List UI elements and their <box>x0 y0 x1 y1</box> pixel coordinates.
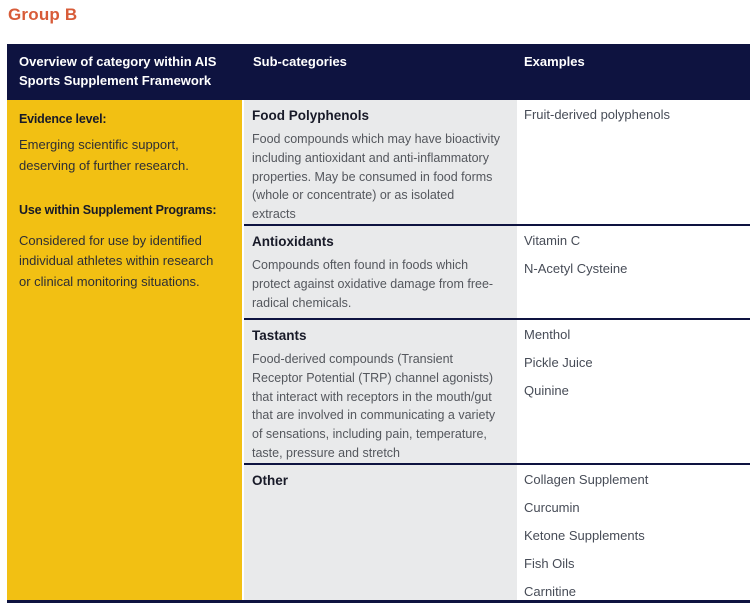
table-header-row <box>7 44 750 100</box>
example-item: Curcumin <box>524 499 580 515</box>
examples-cell-other <box>517 463 750 600</box>
page-title: Group B <box>8 5 78 24</box>
evidence-level-text: Emerging scientific support, deserving of further research. <box>19 137 189 173</box>
subcategory-cell-other <box>244 463 517 600</box>
use-within-programs-text: Considered for use by identified individual athletes within research or clinical monitoring situations. <box>19 232 214 290</box>
subcategory-cell-tastants <box>244 318 517 463</box>
header-subcategories: Sub-categories <box>253 54 347 69</box>
example-item: Menthol <box>524 327 571 342</box>
subcategory-title: Other <box>252 473 289 488</box>
subcategory-cell-antioxidants <box>244 224 517 318</box>
subcategory-title: Food Polyphenols <box>252 108 369 123</box>
example-item: Fish Oils <box>524 555 575 571</box>
example-item: Ketone Supplements <box>524 527 645 543</box>
example-item: Quinine <box>524 382 569 398</box>
example-item: Carnitine <box>524 583 577 599</box>
subcategory-description: Food-derived compounds (Transient Receptor Potential (TRP) channel agonists) that interact with receptors in the mouth/gut that are involved in communicating a variety of sensations, including pain, temperature, taste, pressure and stretch <box>252 352 496 460</box>
example-item: Fruit-derived polyphenols <box>524 107 670 122</box>
overview-cell <box>7 100 244 600</box>
supplement-framework-table <box>7 44 750 603</box>
header-overview: Overview of category within AIS Sports Supplement Framework <box>19 54 217 88</box>
header-examples: Examples <box>524 54 585 69</box>
example-item: Pickle Juice <box>524 354 593 370</box>
table-body <box>7 100 750 603</box>
examples-cell-tastants <box>517 318 750 463</box>
use-within-programs-label: Use within Supplement Programs: <box>19 202 217 217</box>
subcategory-description: Compounds often found in foods which protect against oxidative damage from free-radical chemicals. <box>252 258 494 310</box>
example-item: N-Acetyl Cysteine <box>524 260 628 276</box>
example-item: Vitamin C <box>524 233 581 248</box>
example-item: Collagen Supplement <box>524 472 649 487</box>
subcategory-title: Tastants <box>252 328 307 343</box>
examples-cell-antioxidants <box>517 224 750 318</box>
evidence-level-label: Evidence level: <box>19 112 107 126</box>
examples-cell-food-polyphenols <box>517 100 750 224</box>
subcategory-cell-food-polyphenols <box>244 100 517 224</box>
subcategory-title: Antioxidants <box>252 234 334 249</box>
subcategory-description: Food compounds which may have bioactivity including antioxidant and anti-inflammatory properties. May be consumed in food forms (whole or concentrate) or as isolated extracts <box>252 132 501 221</box>
